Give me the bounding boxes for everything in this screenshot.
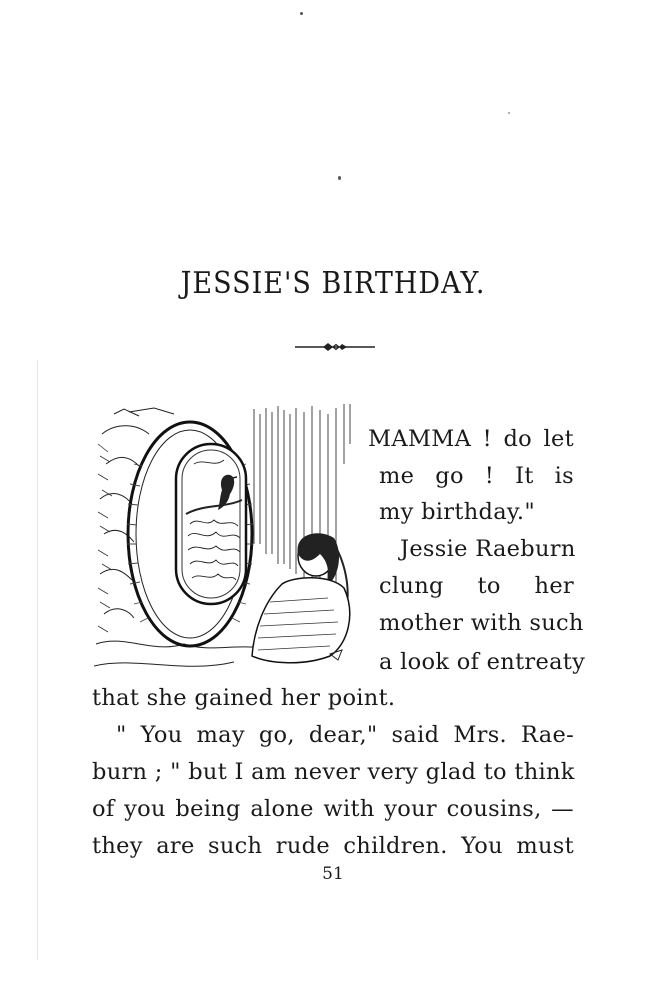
illuminated-letter-o-illustration	[94, 404, 356, 680]
text-line: burn ; " but I am never very glad to think	[92, 759, 575, 785]
text-line: of you being alone with your cousins, —	[92, 796, 574, 822]
text-line: they are such rude children. You must	[92, 833, 574, 859]
text-line: my birthday."	[379, 499, 536, 525]
text-line: " You may go, dear," said Mrs. Rae-	[116, 722, 574, 748]
paper-speck	[300, 12, 303, 15]
chapter-title: JESSIE'S BIRTHDAY.	[180, 266, 486, 301]
text-line: me go ! It is	[379, 463, 574, 489]
text-line: clung to her	[379, 573, 574, 599]
text-line: mother with such	[379, 610, 584, 636]
text-line: MAMMA ! do let	[368, 426, 574, 452]
text-line: Jessie Raeburn	[400, 536, 576, 562]
paper-speck	[338, 176, 341, 180]
divider-ornament-icon	[295, 340, 375, 354]
paper-speck	[508, 112, 510, 114]
text-line: that she gained her point.	[92, 685, 396, 711]
text-line: a look of entreaty	[379, 649, 586, 675]
page-number: 51	[322, 864, 344, 884]
